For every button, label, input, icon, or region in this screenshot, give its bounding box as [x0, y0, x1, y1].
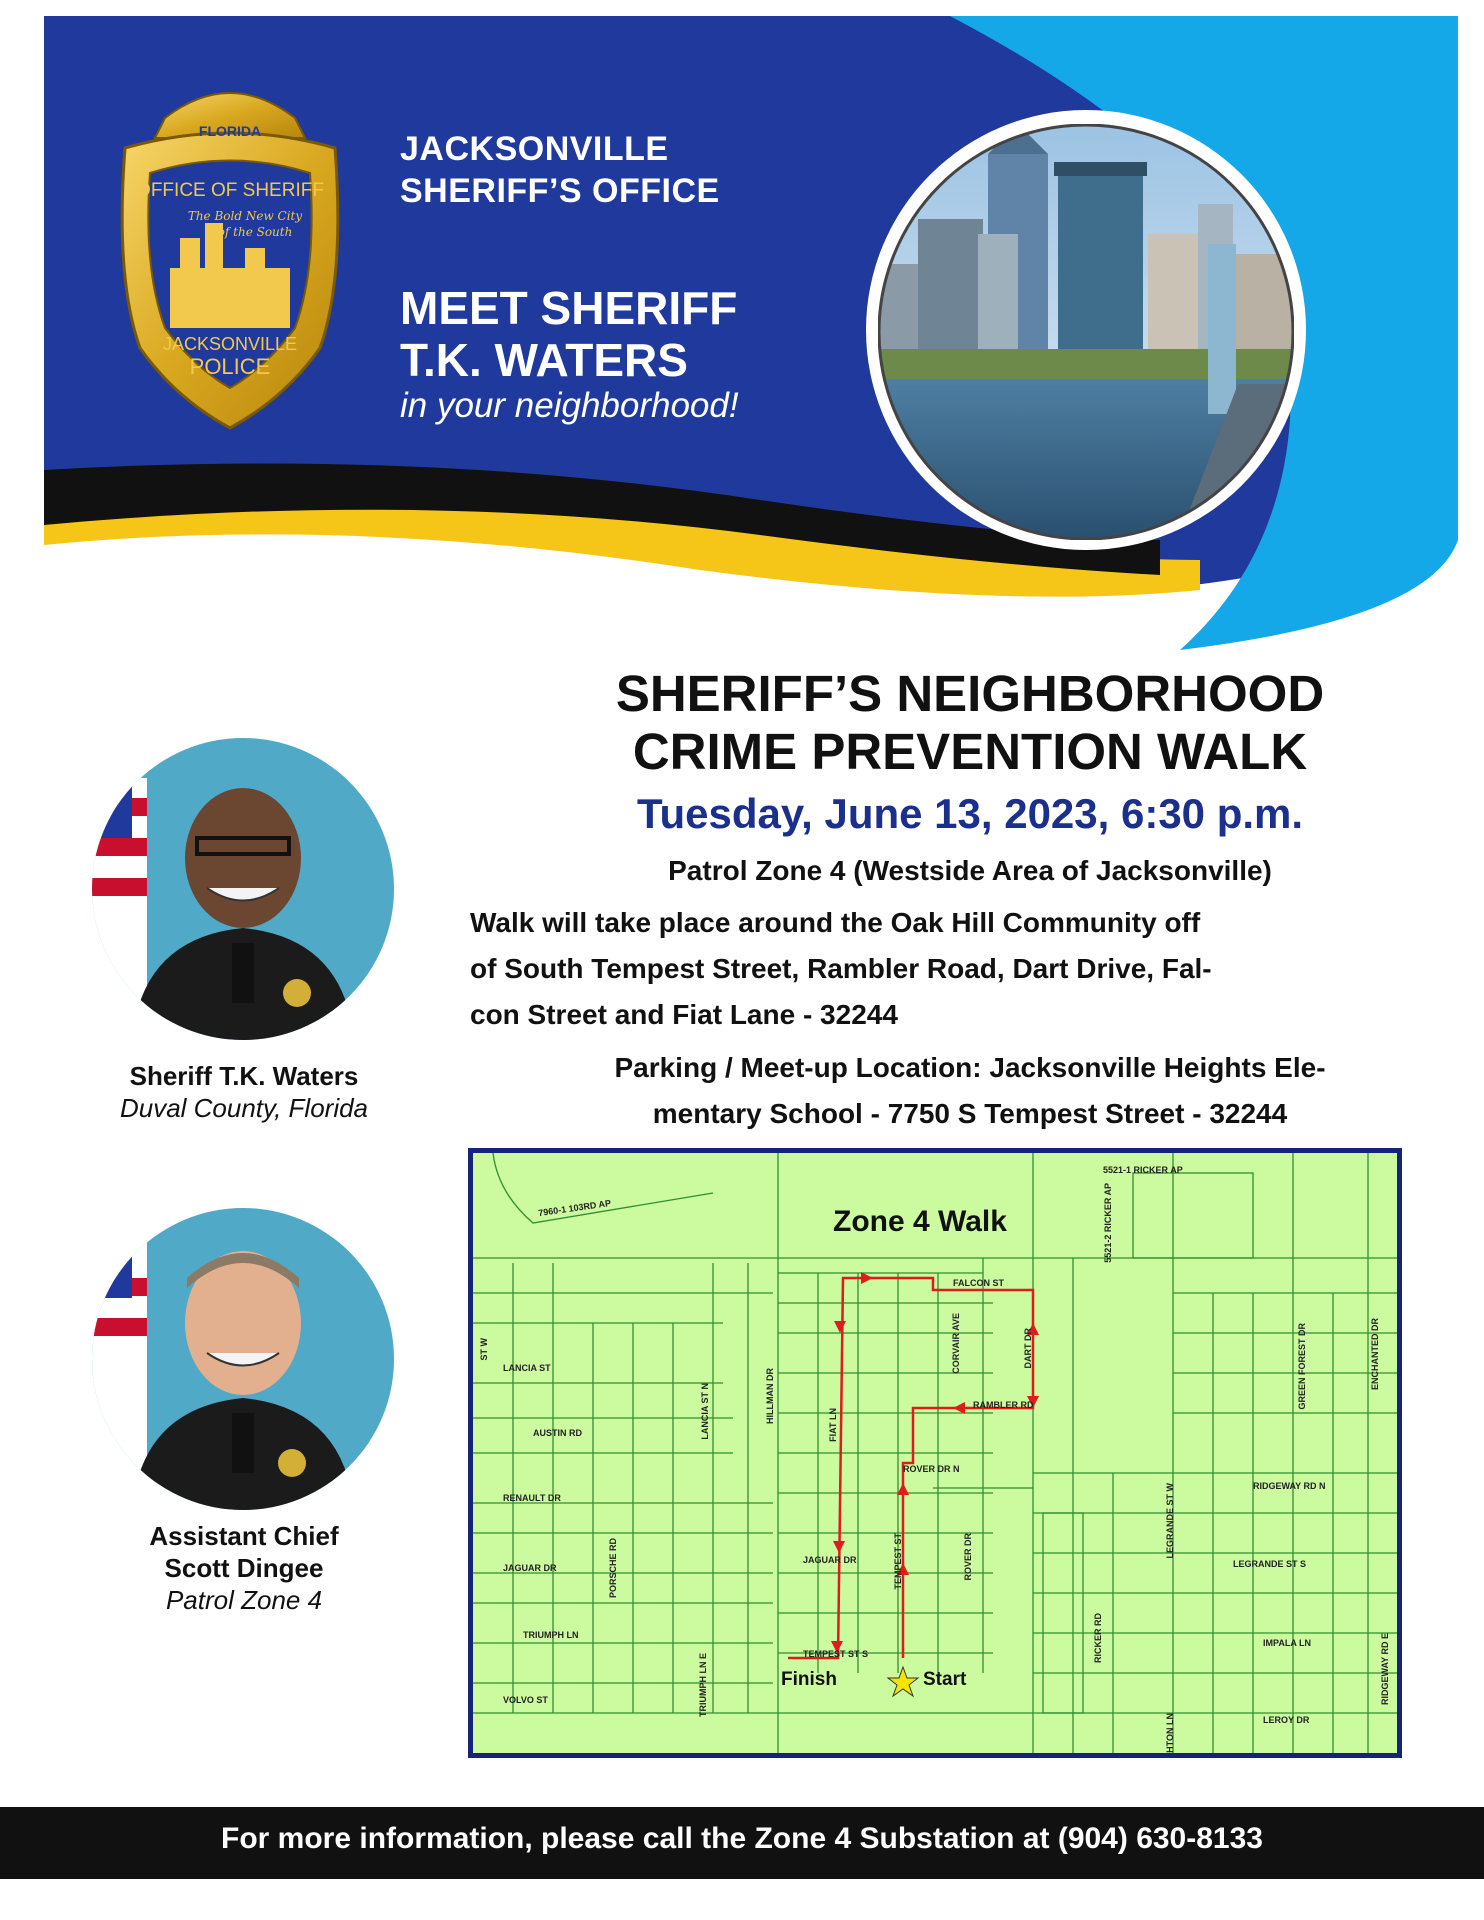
assistant-chief-title: Assistant Chief [149, 1521, 339, 1551]
badge-bottom-2: POLICE [189, 354, 271, 379]
map-title: Zone 4 Walk [833, 1205, 1007, 1238]
badge-motto-2: of the South [217, 225, 293, 239]
event-title-line-2: CRIME PREVENTION WALK [632, 723, 1308, 780]
street-label: TRIUMPH LN E [698, 1653, 708, 1717]
parking-location [470, 1045, 1470, 1137]
event-date: Tuesday, June 13, 2023, 6:30 p.m. [636, 790, 1304, 837]
sheriff-portrait [92, 738, 394, 1040]
parking-line-1: Parking / Meet-up Location: Jacksonville Heights Ele- [614, 1052, 1326, 1083]
street-label: GREEN FOREST DR [1297, 1323, 1307, 1410]
badge-arc-text: OFFICE OF SHERIFF [136, 180, 324, 201]
agency-line-2: SHERIFF’S OFFICE [400, 172, 720, 210]
street-label: RIDGEWAY RD N [1253, 1481, 1326, 1491]
sheriff-name: Sheriff T.K. Waters [129, 1061, 359, 1091]
sheriff-caption [84, 1060, 404, 1124]
street-label: 5521-1 RICKER AP [1103, 1165, 1183, 1175]
meet-line-1: MEET SHERIFF [400, 282, 738, 334]
desc-line-2: of South Tempest Street, Rambler Road, Dart Drive, Fal- [470, 953, 1212, 984]
event-zone: Patrol Zone 4 (Westside Area of Jacksonville) [668, 855, 1272, 886]
street-label: CORVAIR AVE [951, 1313, 961, 1374]
street-label: 7960-1 103RD AP [537, 1197, 612, 1219]
footer-contact: For more information, please call the Zone 4 Substation at (904) 630-8133 [221, 1822, 1263, 1855]
street-label: ROVER DR [963, 1533, 973, 1581]
street-label: TEMPEST ST S [803, 1649, 869, 1659]
street-label: JAGUAR DR [803, 1555, 857, 1565]
street-label: RAMBLER RD [973, 1400, 1034, 1410]
badge-top-text: FLORIDA [198, 123, 262, 139]
sheriff-photo [92, 738, 394, 1040]
street-label: LEGRANDE ST W [1165, 1483, 1175, 1559]
street-label: AUSTIN RD [533, 1428, 582, 1438]
street-label: ROVER DR N [903, 1464, 960, 1474]
parking-line-2: mentary School - 7750 S Tempest Street - 32244 [652, 1098, 1288, 1129]
header-banner [0, 0, 1484, 700]
assistant-chief-photo [92, 1208, 394, 1510]
street-label: FALCON ST [953, 1278, 1004, 1288]
meet-sheriff-heading [400, 282, 737, 386]
agency-name [400, 128, 720, 212]
street-label: RENAULT DR [503, 1493, 561, 1503]
zone-4-walk-map [468, 1148, 1402, 1758]
badge-bottom-1: JACKSONVILLE [162, 334, 298, 354]
street-grid [473, 1153, 1397, 1753]
street-label: HTON LN [1165, 1713, 1175, 1753]
meet-subtitle: in your neighborhood! [400, 386, 739, 425]
assistant-chief-name: Scott Dingee [164, 1553, 324, 1583]
map-start-label: Start [923, 1669, 967, 1690]
street-label: JAGUAR DR [503, 1563, 557, 1573]
street-label: LEROY DR [1263, 1715, 1310, 1725]
street-label: DART DR [1023, 1328, 1033, 1369]
event-title [470, 665, 1470, 781]
street-label: FIAT LN [828, 1408, 838, 1442]
assistant-chief-role: Patrol Zone 4 [165, 1585, 323, 1615]
street-label: RICKER RD [1093, 1613, 1103, 1664]
street-label: RIDGEWAY RD E [1380, 1633, 1390, 1706]
start-star-icon [888, 1667, 918, 1696]
street-label: LANCIA ST [503, 1363, 551, 1373]
assistant-chief-portrait [92, 1208, 394, 1510]
agency-line-1: JACKSONVILLE [400, 130, 669, 168]
street-label: ST W [479, 1338, 489, 1361]
street-label: HILLMAN DR [765, 1368, 775, 1424]
event-description [470, 900, 1370, 1038]
street-label: TEMPEST ST [893, 1533, 903, 1590]
assistant-chief-caption [84, 1520, 404, 1616]
desc-line-1: Walk will take place around the Oak Hill Community off [470, 907, 1201, 938]
map-finish-label: Finish [781, 1669, 837, 1690]
street-label: TRIUMPH LN [523, 1630, 579, 1640]
street-label: LANCIA ST N [700, 1383, 710, 1440]
street-label: IMPALA LN [1263, 1638, 1311, 1648]
street-label: 5521-2 RICKER AP [1103, 1183, 1113, 1263]
street-label: LEGRANDE ST S [1233, 1559, 1307, 1569]
event-title-line-1: SHERIFF’S NEIGHBORHOOD [615, 665, 1325, 722]
street-label: VOLVO ST [503, 1695, 548, 1705]
sheriff-badge-logo [95, 78, 365, 438]
badge-motto-1: The Bold New City [187, 209, 303, 223]
sheriff-role: Duval County, Florida [119, 1093, 369, 1123]
meet-line-2: T.K. WATERS [400, 334, 688, 386]
street-label: PORSCHE RD [608, 1538, 618, 1599]
city-skyline-photo [878, 124, 1294, 540]
street-label: ENCHANTED DR [1370, 1318, 1380, 1390]
desc-line-3: con Street and Fiat Lane - 32244 [470, 999, 898, 1030]
